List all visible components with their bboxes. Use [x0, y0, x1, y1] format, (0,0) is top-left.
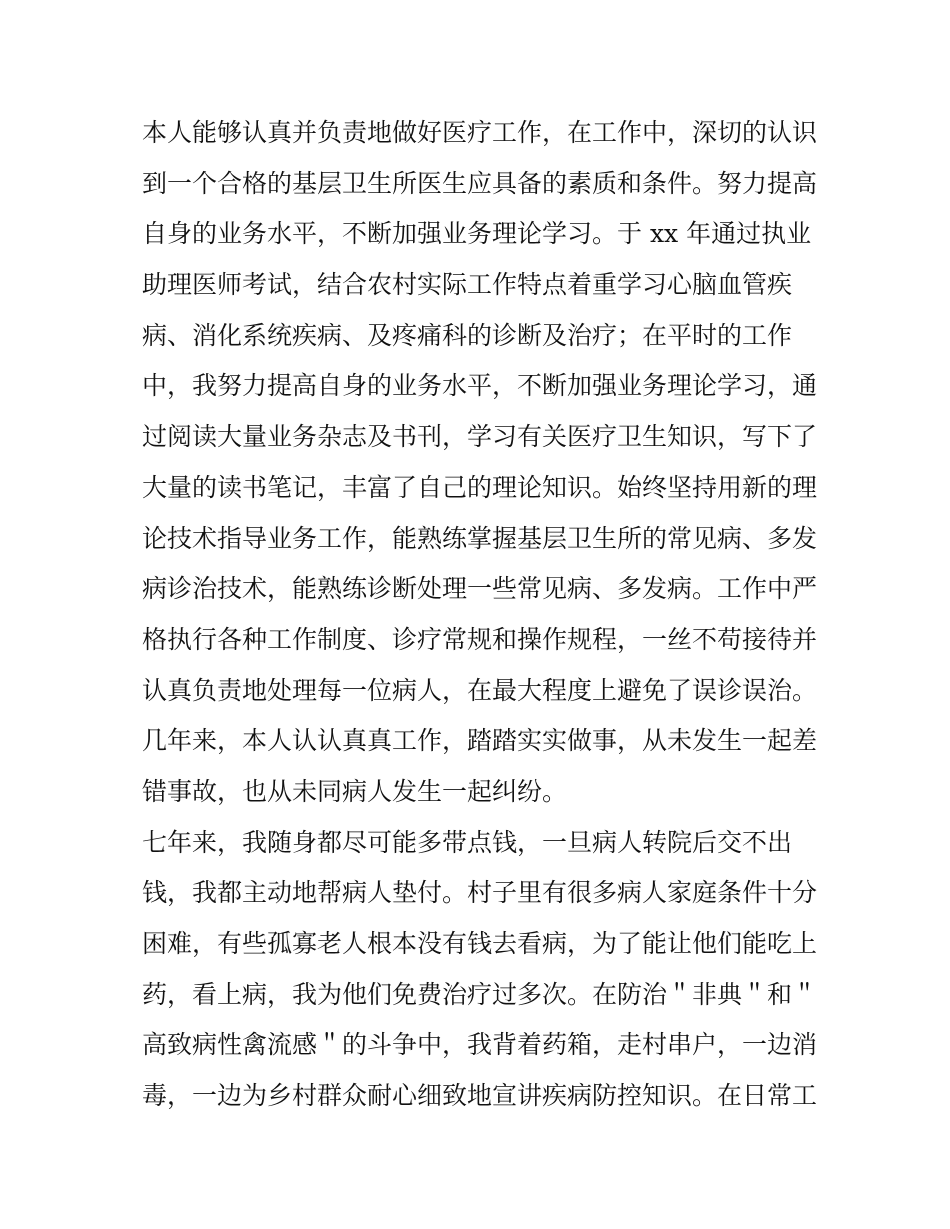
text-line: 本人能够认真并负责地做好医疗工作，在工作中，深切的认识 — [142, 118, 818, 147]
text-line: 认真负责地处理每一位病人，在最大程度上避免了误诊误治。 — [142, 675, 818, 705]
text-line: 助理医师考试，结合农村实际工作特点着重学习心脑血管疾 — [142, 270, 793, 300]
body-text — [142, 108, 822, 1122]
text-line: 药，看上病，我为他们免费治疗过多次。在防治＂非典＂和＂ — [142, 979, 818, 1009]
text-line: 病诊治技术，能熟练诊断处理一些常见病、多发病。工作中严 — [142, 574, 818, 604]
text-line: 大量的读书笔记，丰富了自己的理论知识。始终坚持用新的理 — [142, 472, 818, 502]
text-line: 七年来，我随身都尽可能多带点钱，一旦病人转院后交不出 — [142, 827, 793, 857]
text-line: 自身的业务水平，不断加强业务理论学习。于 xx 年通过执业 — [142, 219, 812, 249]
text-line: 中，我努力提高自身的业务水平，不断加强业务理论学习，通 — [142, 371, 818, 401]
text-line: 高致病性禽流感＂的斗争中，我背着药箱，走村串户，一边消 — [142, 1030, 818, 1060]
text-line: 几年来，本人认认真真工作，踏踏实实做事，从未发生一起差 — [142, 726, 818, 756]
text-line: 到一个合格的基层卫生所医生应具备的素质和条件。努力提高 — [142, 168, 818, 198]
text-line: 错事故，也从未同病人发生一起纠纷。 — [142, 776, 568, 806]
text-line: 论技术指导业务工作，能熟练掌握基层卫生所的常见病、多发 — [142, 523, 818, 553]
text-line: 毒，一边为乡村群众耐心细致地宣讲疾病防控知识。在日常工 — [142, 1081, 818, 1111]
text-line: 困难，有些孤寡老人根本没有钱去看病，为了能让他们能吃上 — [142, 929, 818, 958]
text-line: 钱，我都主动地帮病人垫付。村子里有很多病人家庭条件十分 — [142, 878, 818, 908]
text-line: 过阅读大量业务杂志及书刊，学习有关医疗卫生知识，写下了 — [142, 422, 818, 452]
text-line: 格执行各种工作制度、诊疗常规和操作规程，一丝不苟接待并 — [142, 624, 818, 654]
text-line: 病、消化系统疾病、及疼痛科的诊断及治疗；在平时的工作 — [142, 320, 793, 350]
